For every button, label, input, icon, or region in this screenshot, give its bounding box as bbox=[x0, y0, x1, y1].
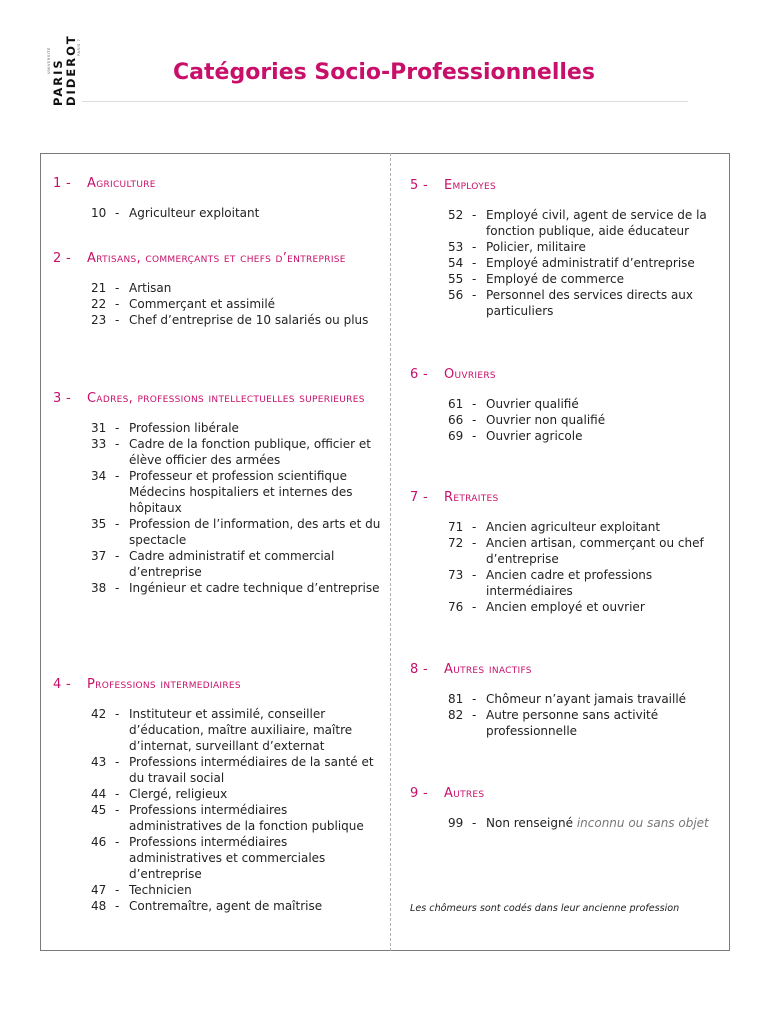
item-dash: - bbox=[115, 899, 120, 913]
section-autres-inactifs bbox=[410, 662, 722, 739]
list-item bbox=[53, 312, 383, 328]
item-dash: - bbox=[472, 272, 477, 286]
item-code: 33 bbox=[91, 437, 107, 451]
list-item bbox=[410, 691, 722, 707]
section-number: 6 - bbox=[410, 367, 428, 382]
section-number: 5 - bbox=[410, 178, 428, 193]
list-item bbox=[410, 207, 722, 239]
title-rule bbox=[82, 101, 688, 102]
page-title: Catégories Socio-Professionnelles bbox=[173, 60, 595, 85]
section-number: 3 - bbox=[53, 391, 71, 406]
item-dash: - bbox=[115, 421, 120, 435]
item-label: Clergé, religieux bbox=[129, 787, 228, 801]
item-label: Professions intermédiaires administratives de la fonction publique bbox=[129, 803, 364, 833]
item-dash: - bbox=[472, 816, 477, 830]
list-item bbox=[53, 786, 383, 802]
list-item bbox=[410, 239, 722, 255]
section-cadres bbox=[53, 391, 383, 596]
item-label: Ingénieur et cadre technique d’entreprise bbox=[129, 581, 380, 595]
item-code: 76 bbox=[448, 600, 464, 614]
section-number: 9 - bbox=[410, 786, 428, 801]
item-dash: - bbox=[115, 469, 120, 483]
list-item bbox=[410, 271, 722, 287]
item-label: Ouvrier qualifié bbox=[486, 397, 579, 411]
item-code: 54 bbox=[448, 256, 464, 270]
list-item bbox=[53, 468, 383, 516]
item-code: 23 bbox=[91, 313, 107, 327]
list-item bbox=[53, 802, 383, 834]
item-label: Agriculteur exploitant bbox=[129, 206, 260, 220]
item-label: Policier, militaire bbox=[486, 240, 586, 254]
item-code: 45 bbox=[91, 803, 107, 817]
list-item bbox=[53, 548, 383, 580]
item-list bbox=[53, 205, 383, 221]
item-dash: - bbox=[115, 281, 120, 295]
footnote: Les chômeurs sont codés dans leur ancienne profession bbox=[410, 903, 680, 914]
item-code: 81 bbox=[448, 692, 464, 706]
item-code: 73 bbox=[448, 568, 464, 582]
list-item bbox=[410, 707, 722, 739]
item-dash: - bbox=[472, 600, 477, 614]
section-artisans bbox=[53, 251, 383, 328]
list-item bbox=[53, 205, 383, 221]
item-dash: - bbox=[472, 692, 477, 706]
item-code: 48 bbox=[91, 899, 107, 913]
list-item bbox=[53, 516, 383, 548]
item-dash: - bbox=[115, 803, 120, 817]
item-code: 43 bbox=[91, 755, 107, 769]
item-code: 61 bbox=[448, 397, 464, 411]
section-heading bbox=[53, 391, 383, 407]
item-dash: - bbox=[472, 708, 477, 722]
section-title: Agriculture bbox=[87, 176, 156, 191]
item-dash: - bbox=[472, 520, 477, 534]
item-label: Cadre administratif et commercial d’entreprise bbox=[129, 549, 335, 579]
item-code: 22 bbox=[91, 297, 107, 311]
item-code: 35 bbox=[91, 517, 107, 531]
list-item bbox=[53, 436, 383, 468]
section-title: Artisans, commerçants et chefs d’entreprise bbox=[87, 251, 346, 266]
item-label: Contremaître, agent de maîtrise bbox=[129, 899, 323, 913]
item-dash: - bbox=[115, 581, 120, 595]
item-dash: - bbox=[472, 429, 477, 443]
logo-small-bottom: PARIS 7 bbox=[77, 38, 81, 56]
section-agriculture bbox=[53, 176, 383, 221]
section-title: Autres inactifs bbox=[444, 662, 532, 677]
item-dash: - bbox=[472, 536, 477, 550]
section-number: 7 - bbox=[410, 490, 428, 505]
item-code: 44 bbox=[91, 787, 107, 801]
item-code: 10 bbox=[91, 206, 107, 220]
item-list bbox=[410, 815, 722, 831]
section-professions-intermediaires bbox=[53, 677, 383, 914]
item-label: Autre personne sans activité professionnelle bbox=[486, 708, 659, 738]
section-heading bbox=[410, 786, 722, 802]
list-item bbox=[53, 420, 383, 436]
item-label: Technicien bbox=[129, 883, 192, 897]
list-item bbox=[410, 255, 722, 271]
item-list bbox=[410, 207, 722, 319]
section-title: Professions intermediaires bbox=[87, 677, 241, 692]
list-item bbox=[410, 599, 722, 615]
logo-line-diderot: DIDEROT bbox=[64, 34, 78, 106]
item-label: Employé civil, agent de service de la fonction publique, aide éducateur bbox=[486, 208, 707, 238]
section-heading bbox=[410, 490, 722, 506]
section-ouvriers bbox=[410, 367, 722, 444]
item-label: Chef d’entreprise de 10 salariés ou plus bbox=[129, 313, 369, 327]
item-code: 52 bbox=[448, 208, 464, 222]
item-label: Profession de l’information, des arts et du spectacle bbox=[129, 517, 381, 547]
item-label: Employé administratif d’entreprise bbox=[486, 256, 695, 270]
section-retraites bbox=[410, 490, 722, 615]
section-heading bbox=[53, 251, 383, 267]
item-dash: - bbox=[115, 297, 120, 311]
section-title: Ouvriers bbox=[444, 367, 496, 382]
item-label: Chômeur n’ayant jamais travaillé bbox=[486, 692, 687, 706]
list-item bbox=[53, 754, 383, 786]
section-employes bbox=[410, 178, 722, 319]
item-list bbox=[410, 519, 722, 615]
section-title: Autres bbox=[444, 786, 485, 801]
item-dash: - bbox=[472, 256, 477, 270]
section-number: 1 - bbox=[53, 176, 71, 191]
section-heading bbox=[410, 367, 722, 383]
item-code: 71 bbox=[448, 520, 464, 534]
item-dash: - bbox=[472, 240, 477, 254]
item-label: Artisan bbox=[129, 281, 172, 295]
item-label: Ancien artisan, commerçant ou chef d’entreprise bbox=[486, 536, 704, 566]
section-heading bbox=[410, 662, 722, 678]
item-code: 37 bbox=[91, 549, 107, 563]
section-heading bbox=[53, 176, 383, 192]
section-number: 2 - bbox=[53, 251, 71, 266]
item-note: inconnu ou sans objet bbox=[576, 816, 709, 830]
list-item bbox=[410, 287, 722, 319]
column-divider bbox=[390, 153, 391, 951]
item-code: 69 bbox=[448, 429, 464, 443]
section-heading bbox=[53, 677, 383, 693]
logo-small-top: UNIVERSITE bbox=[47, 47, 51, 74]
item-dash: - bbox=[472, 288, 477, 302]
item-code: 47 bbox=[91, 883, 107, 897]
item-dash: - bbox=[115, 755, 120, 769]
item-label: Professions intermédiaires de la santé et du travail social bbox=[129, 755, 374, 785]
list-item bbox=[410, 412, 722, 428]
item-code: 66 bbox=[448, 413, 464, 427]
list-item bbox=[53, 706, 383, 754]
list-item bbox=[410, 519, 722, 535]
item-list bbox=[410, 396, 722, 444]
list-item bbox=[410, 535, 722, 567]
item-dash: - bbox=[472, 397, 477, 411]
item-label: Ancien employé et ouvrier bbox=[486, 600, 645, 614]
item-label: Non renseigné bbox=[486, 816, 573, 830]
item-list bbox=[53, 706, 383, 914]
item-dash: - bbox=[115, 883, 120, 897]
item-dash: - bbox=[115, 437, 120, 451]
item-dash: - bbox=[115, 206, 120, 220]
item-dash: - bbox=[115, 549, 120, 563]
item-code: 34 bbox=[91, 469, 107, 483]
item-dash: - bbox=[115, 835, 120, 849]
section-title: Retraites bbox=[444, 490, 499, 505]
section-heading bbox=[410, 178, 722, 194]
list-item bbox=[53, 882, 383, 898]
item-code: 99 bbox=[448, 816, 464, 830]
section-title: Employes bbox=[444, 178, 496, 193]
item-code: 82 bbox=[448, 708, 464, 722]
item-dash: - bbox=[472, 568, 477, 582]
item-label: Employé de commerce bbox=[486, 272, 625, 286]
item-code: 72 bbox=[448, 536, 464, 550]
list-item bbox=[410, 815, 722, 831]
item-list bbox=[53, 280, 383, 328]
item-code: 53 bbox=[448, 240, 464, 254]
section-number: 8 - bbox=[410, 662, 428, 677]
item-label: Ouvrier non qualifié bbox=[486, 413, 606, 427]
list-item bbox=[410, 396, 722, 412]
item-label: Professeur et profession scientifique Médecins hospitaliers et internes des hôpitaux bbox=[129, 469, 353, 515]
item-label: Ancien cadre et professions intermédiaires bbox=[486, 568, 653, 598]
list-item bbox=[410, 567, 722, 599]
item-code: 42 bbox=[91, 707, 107, 721]
item-list bbox=[410, 691, 722, 739]
item-dash: - bbox=[472, 413, 477, 427]
item-dash: - bbox=[472, 208, 477, 222]
list-item bbox=[53, 834, 383, 882]
item-label: Profession libérale bbox=[129, 421, 239, 435]
section-autres bbox=[410, 786, 722, 831]
item-dash: - bbox=[115, 517, 120, 531]
section-number: 4 - bbox=[53, 677, 71, 692]
item-code: 21 bbox=[91, 281, 107, 295]
item-list bbox=[53, 420, 383, 596]
item-label: Instituteur et assimilé, conseiller d’éducation, maître auxiliaire, maître d’internat, surveillant d’externat bbox=[129, 707, 353, 753]
list-item bbox=[53, 898, 383, 914]
list-item bbox=[53, 280, 383, 296]
item-label: Personnel des services directs aux particuliers bbox=[486, 288, 694, 318]
item-label: Ouvrier agricole bbox=[486, 429, 583, 443]
item-code: 38 bbox=[91, 581, 107, 595]
logo-line-paris: PARIS bbox=[51, 58, 65, 106]
item-code: 46 bbox=[91, 835, 107, 849]
item-dash: - bbox=[115, 313, 120, 327]
item-label: Commerçant et assimilé bbox=[129, 297, 276, 311]
item-code: 55 bbox=[448, 272, 464, 286]
item-label: Cadre de la fonction publique, officier et élève officier des armées bbox=[129, 437, 371, 467]
item-dash: - bbox=[115, 787, 120, 801]
item-code: 56 bbox=[448, 288, 464, 302]
item-label: Ancien agriculteur exploitant bbox=[486, 520, 661, 534]
section-title: Cadres, professions intellectuelles superieures bbox=[87, 391, 365, 406]
item-dash: - bbox=[115, 707, 120, 721]
list-item bbox=[410, 428, 722, 444]
item-label: Professions intermédiaires administratives et commerciales d’entreprise bbox=[129, 835, 326, 881]
list-item bbox=[53, 296, 383, 312]
list-item bbox=[53, 580, 383, 596]
item-code: 31 bbox=[91, 421, 107, 435]
